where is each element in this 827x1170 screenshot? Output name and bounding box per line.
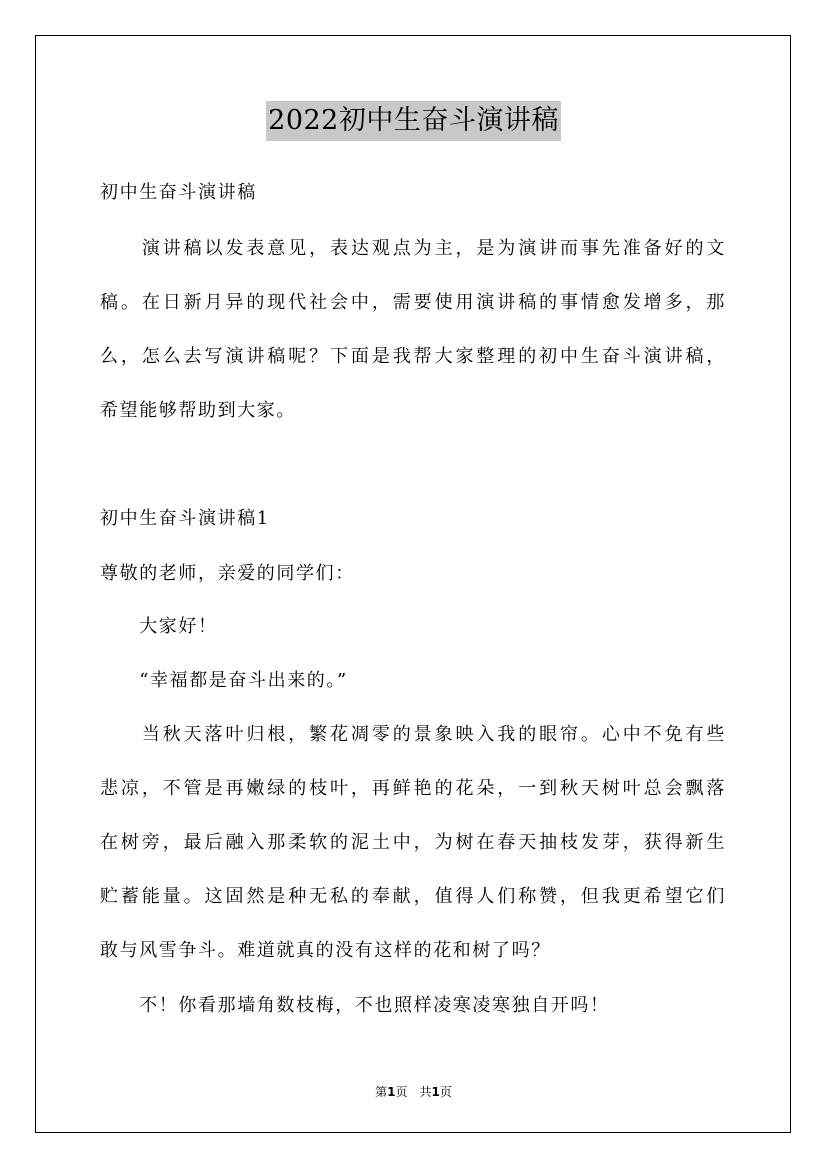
- greeting: 大家好！: [100, 616, 218, 637]
- footer-suffix: 页: [439, 1085, 452, 1099]
- footer-total-pages: 1: [431, 1085, 440, 1099]
- paragraph-line: 当秋天落叶归根，繁花凋零的景象映入我的眼帘。心中不免有些: [100, 724, 726, 745]
- quote-line: “幸福都是奋斗出来的。”: [100, 670, 348, 691]
- page-footer: [0, 1083, 827, 1100]
- paragraph-line: 不！你看那墙角数枝梅，不也照样凌寒凌寒独自开吗！: [100, 995, 610, 1016]
- paragraph-line: 悲凉，不管是再嫩绿的枝叶，再鲜艳的花朵，一到秋天树叶总会飘落: [100, 778, 726, 799]
- paragraph-line: 稿。在日新月异的现代社会中，需要使用演讲稿的事情愈发增多，那: [100, 292, 726, 313]
- paragraph-line: 在树旁，最后融入那柔软的泥土中，为树在春天抽枝发芽，获得新生: [100, 832, 726, 853]
- footer-mid: 页 共: [395, 1085, 432, 1099]
- paragraph-line: 么，怎么去写演讲稿呢？下面是我帮大家整理的初中生奋斗演讲稿，: [100, 346, 726, 367]
- footer-prefix: 第: [375, 1085, 388, 1099]
- paragraph-line: 希望能够帮助到大家。: [100, 400, 296, 421]
- speech-heading: 初中生奋斗演讲稿1: [100, 508, 270, 529]
- paragraph-line: 贮蓄能量。这固然是种无私的奉献，值得人们称赞，但我更希望它们: [100, 886, 726, 907]
- title-container: [0, 101, 827, 141]
- salutation: 尊敬的老师，亲爱的同学们：: [100, 563, 355, 584]
- section-heading: 初中生奋斗演讲稿: [100, 182, 257, 203]
- footer-page-number: 1: [387, 1085, 396, 1099]
- paragraph-line: 敢与风雪争斗。难道就真的没有这样的花和树了吗？: [100, 940, 551, 961]
- document-title: 2022初中生奋斗演讲稿: [266, 101, 561, 141]
- paragraph-line: 演讲稿以发表意见，表达观点为主，是为演讲而事先准备好的文: [100, 238, 726, 259]
